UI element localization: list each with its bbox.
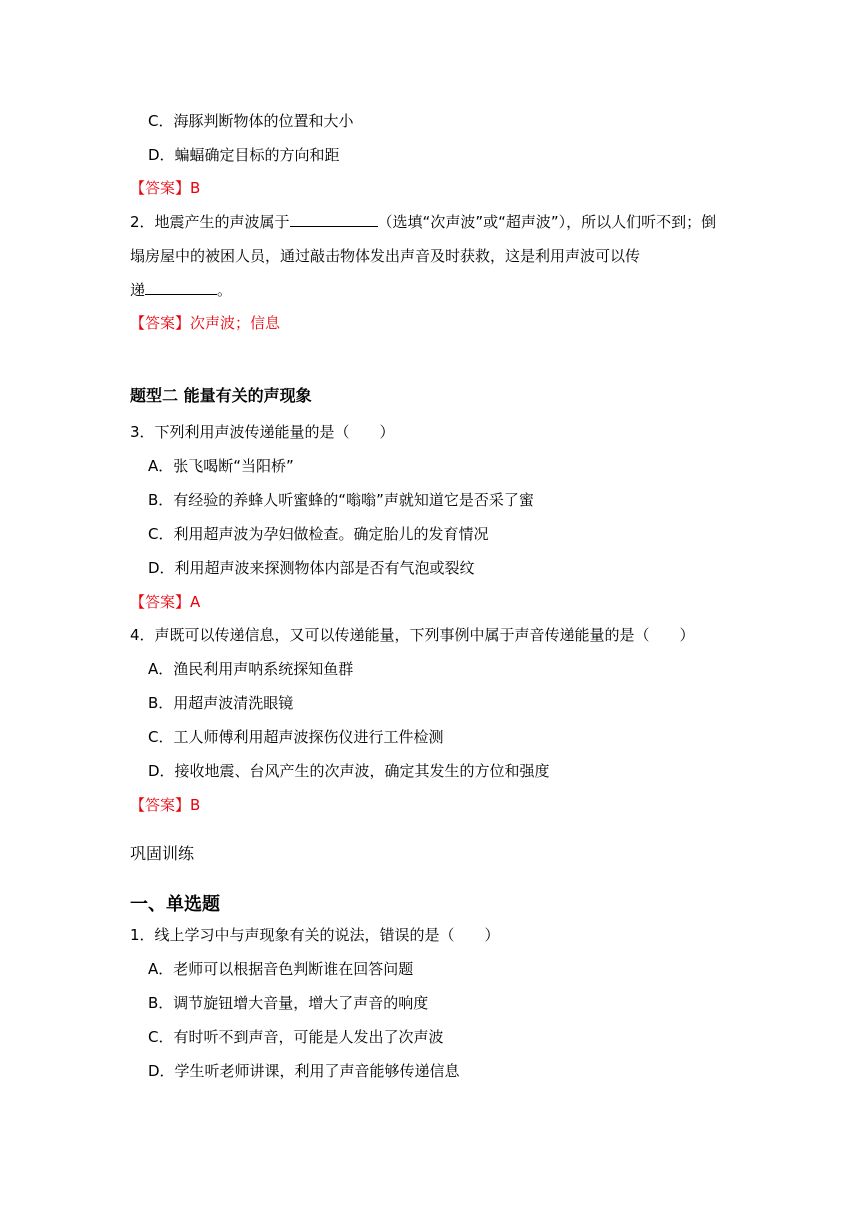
fill-blank-2	[145, 279, 217, 295]
option-c: C．利用超声波为孕妇做检查。确定胎儿的发育情况	[148, 525, 489, 543]
question-2-line-1	[130, 211, 716, 233]
question-3-stem: 3．下列利用声波传递能量的是（ ）	[130, 423, 395, 441]
option-d: D．学生听老师讲课，利用了声音能够传递信息	[148, 1062, 460, 1080]
option-a: A．张飞喝断“当阳桥”	[148, 457, 294, 475]
question-4-stem: 4．声既可以传递信息，又可以传递能量，下列事例中属于声音传递能量的是（ ）	[130, 626, 695, 644]
section-heading: 题型二 能量有关的声现象	[130, 386, 312, 405]
option-d: D．接收地震、台风产生的次声波，确定其发生的方位和强度	[148, 762, 550, 780]
answer-label: 【答案】B	[130, 796, 201, 814]
option-b: B．调节旋钮增大音量，增大了声音的响度	[148, 994, 429, 1012]
option-b: B．有经验的养蜂人听蜜蜂的“嗡嗡”声就知道它是否采了蜜	[148, 491, 534, 509]
option-a: A．渔民利用声呐系统探知鱼群	[148, 660, 354, 678]
practice-question-1-stem: 1．线上学习中与声现象有关的说法，错误的是（ ）	[130, 926, 500, 944]
question-2-text-d: 。	[217, 281, 233, 299]
question-2-line-3	[130, 279, 232, 301]
question-2-line-2: 塌房屋中的被困人员，通过敲击物体发出声音及时获救，这是利用声波可以传	[130, 247, 641, 265]
question-2-text-b: （选填“次声波”或“超声波”），所以人们听不到；倒	[377, 213, 717, 231]
fill-blank-1	[290, 211, 378, 227]
option-d: D．利用超声波来探测物体内部是否有气泡或裂纹	[148, 559, 475, 577]
option-c: C．有时听不到声音，可能是人发出了次声波	[148, 1028, 444, 1046]
answer-label: 【答案】B	[130, 179, 201, 197]
answer-label: 【答案】A	[130, 593, 201, 611]
option-b: B．用超声波清洗眼镜	[148, 694, 294, 712]
option-d: D．蝙蝠确定目标的方向和距	[148, 146, 340, 164]
section-title: 一、单选题	[130, 894, 220, 915]
answer-label: 【答案】次声波；信息	[130, 314, 281, 332]
option-c: C．海豚判断物体的位置和大小	[148, 112, 354, 130]
practice-heading: 巩固训练	[130, 844, 195, 863]
option-a: A．老师可以根据音色判断谁在回答问题	[148, 960, 414, 978]
option-c: C．工人师傅利用超声波探伤仪进行工件检测	[148, 728, 444, 746]
question-2-text-a: 2．地震产生的声波属于	[130, 213, 290, 231]
question-2-text-c: 递	[130, 281, 146, 299]
